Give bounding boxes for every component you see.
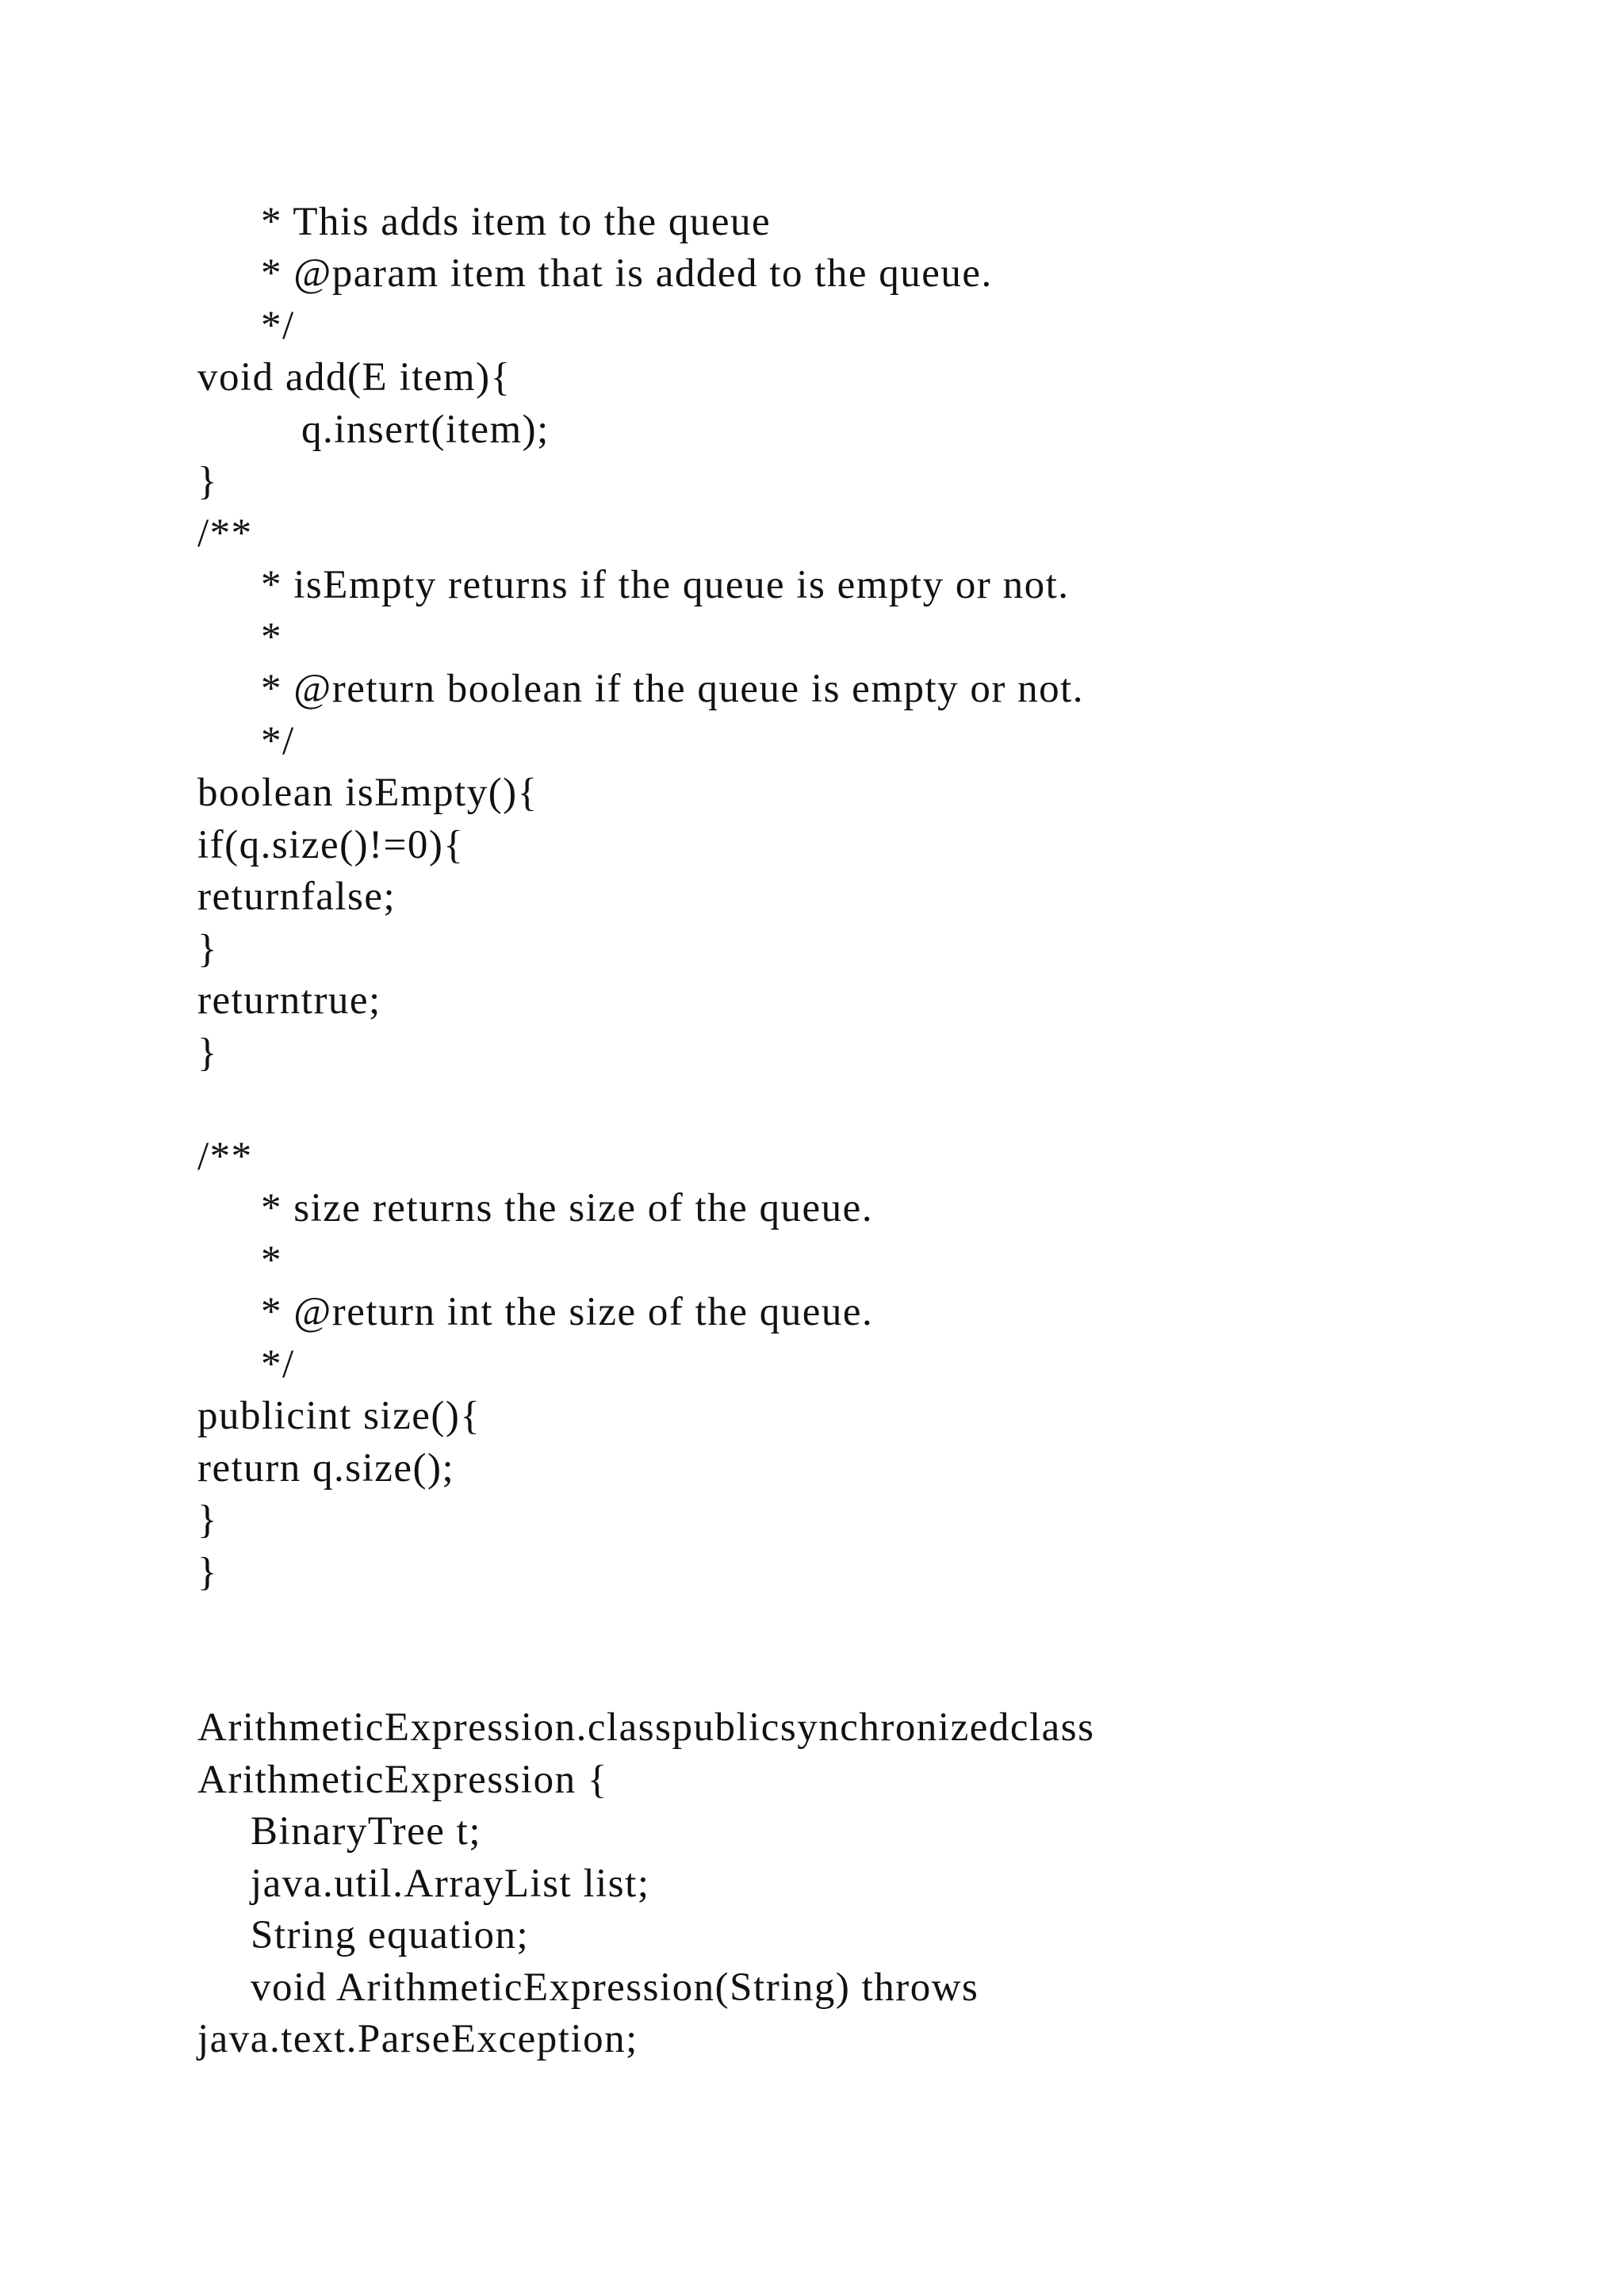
code-line: if(q.size()!=0){	[197, 823, 465, 867]
code-line: boolean isEmpty(){	[197, 771, 538, 815]
comment-line: * isEmpty returns if the queue is empty or not.	[261, 563, 1070, 607]
comment-line: * size returns the size of the queue.	[261, 1186, 874, 1230]
class-header-line: ArithmeticExpression {	[197, 1758, 608, 1802]
field-line: BinaryTree t;	[251, 1809, 482, 1854]
code-line: }	[197, 1031, 218, 1075]
comment-line: * @return int the size of the queue.	[261, 1290, 874, 1334]
code-line: }	[197, 1550, 218, 1594]
comment-line: * @return boolean if the queue is empty or not.	[261, 667, 1085, 711]
code-line: q.insert(item);	[301, 408, 550, 452]
code-line: }	[197, 927, 218, 971]
comment-end: */	[261, 1342, 295, 1387]
comment-line: * @param item that is added to the queue.	[261, 251, 993, 296]
class-header-line: ArithmeticExpression.classpublicsynchronizedclass	[197, 1705, 1095, 1750]
code-line: returnfalse;	[197, 874, 396, 919]
field-line: java.util.ArrayList list;	[251, 1862, 650, 1906]
comment-end: */	[261, 304, 295, 348]
method-signature-line: java.text.ParseException;	[197, 2017, 638, 2061]
comment-line: *	[261, 615, 282, 660]
comment-end: */	[261, 719, 295, 763]
code-line: returntrue;	[197, 978, 381, 1023]
code-line: }	[197, 1498, 218, 1542]
comment-line: *	[261, 1238, 282, 1283]
code-line: publicint size(){	[197, 1394, 481, 1438]
field-line: String equation;	[251, 1913, 530, 1957]
method-signature-line: void ArithmeticExpression(String) throws	[251, 1965, 979, 2010]
code-line: }	[197, 459, 218, 503]
comment-start: /**	[197, 1135, 253, 1179]
comment-line: * This adds item to the queue	[261, 200, 772, 244]
code-line: return q.size();	[197, 1446, 455, 1490]
code-line: void add(E item){	[197, 355, 511, 400]
comment-start: /**	[197, 511, 253, 556]
